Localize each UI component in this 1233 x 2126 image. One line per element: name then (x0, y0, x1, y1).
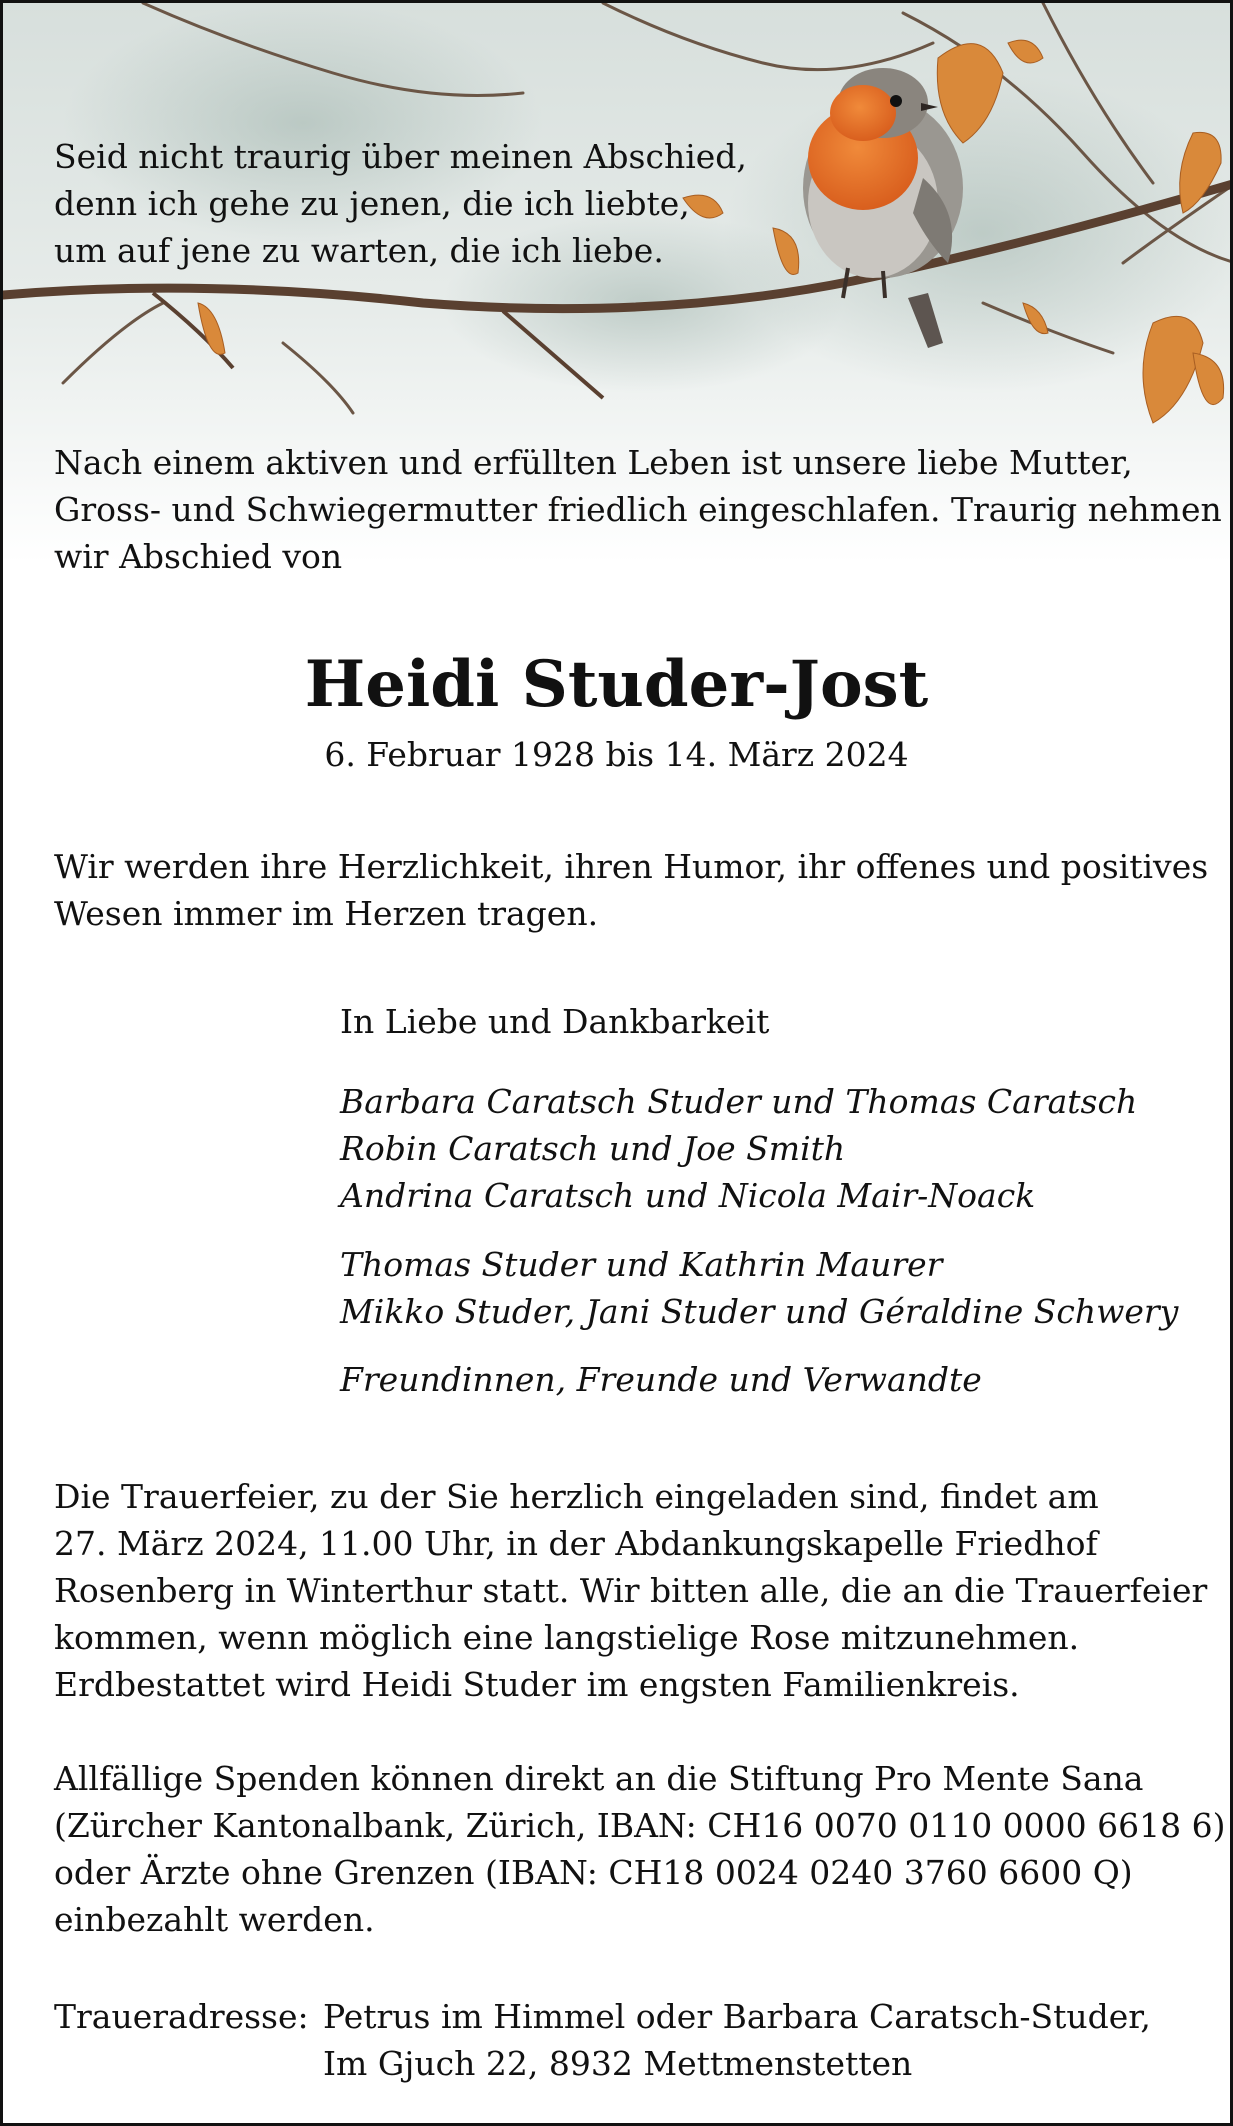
mourning-address (323, 1993, 1151, 2087)
donation-line: oder Ärzte ohne Grenzen (IBAN: CH18 0024 0240 3760 6600 Q) (54, 1853, 1133, 1892)
intro-line: Gross- und Schwiegermutter friedlich eingeschlafen. Traurig nehmen (54, 490, 1222, 529)
service-line: Erdbestattet wird Heidi Studer im engsten Familienkreis. (54, 1665, 1020, 1704)
address-line: Petrus im Himmel oder Barbara Caratsch-Studer, (323, 1997, 1151, 2036)
mourners-group (340, 1241, 1178, 1335)
mourner-line: Barbara Caratsch Studer und Thomas Caratsch (340, 1082, 1138, 1121)
mourner-line: Freundinnen, Freunde und Verwandte (340, 1360, 982, 1399)
quote-line: um auf jene zu warten, die ich liebe. (54, 231, 664, 270)
tribute-line: Wesen immer im Herzen tragen. (54, 894, 599, 933)
life-dates: 6. Februar 1928 bis 14. März 2024 (324, 735, 909, 774)
service-line: Rosenberg in Winterthur statt. Wir bitten alle, die an die Trauerfeier (54, 1571, 1208, 1610)
mourner-line: Thomas Studer und Kathrin Maurer (340, 1245, 943, 1284)
donation-line: (Zürcher Kantonalbank, Zürich, IBAN: CH16 0070 0110 0000 6618 6) (54, 1806, 1226, 1845)
intro-paragraph (54, 439, 1222, 580)
intro-line: Nach einem aktiven und erfüllten Leben ist unsere liebe Mutter, (54, 443, 1133, 482)
closing-phrase: In Liebe und Dankbarkeit (340, 1002, 770, 1041)
tribute-line: Wir werden ihre Herzlichkeit, ihren Humor, ihr offenes und positives (54, 847, 1209, 886)
intro-line: wir Abschied von (54, 537, 343, 576)
quote-line: Seid nicht traurig über meinen Abschied, (54, 137, 747, 176)
memorial-quote (54, 133, 747, 274)
funeral-service-paragraph (54, 1473, 1207, 1708)
donation-line: Allfällige Spenden können direkt an die Stiftung Pro Mente Sana (54, 1759, 1144, 1798)
deceased-name: Heidi Studer-Jost (304, 647, 929, 722)
mourners-group (340, 1356, 982, 1403)
donation-line: einbezahlt werden. (54, 1900, 375, 1939)
address-line: Im Gjuch 22, 8932 Mettmenstetten (323, 2044, 913, 2083)
service-line: kommen, wenn möglich eine langstielige Rose mitzunehmen. (54, 1618, 1080, 1657)
service-line: Die Trauerfeier, zu der Sie herzlich eingeladen sind, findet am (54, 1477, 1099, 1516)
donations-paragraph (54, 1755, 1226, 1943)
quote-line: denn ich gehe zu jenen, die ich liebte, (54, 184, 690, 223)
mourner-line: Robin Caratsch und Joe Smith (340, 1129, 846, 1168)
service-line: 27. März 2024, 11.00 Uhr, in der Abdankungskapelle Friedhof (54, 1524, 1098, 1563)
address-label: Traueradresse: (54, 1997, 309, 2036)
mourner-line: Andrina Caratsch und Nicola Mair-Noack (340, 1176, 1036, 1215)
mourners-group (340, 1078, 1137, 1219)
tribute-paragraph (54, 843, 1208, 937)
mourner-line: Mikko Studer, Jani Studer und Géraldine Schwery (340, 1292, 1179, 1331)
